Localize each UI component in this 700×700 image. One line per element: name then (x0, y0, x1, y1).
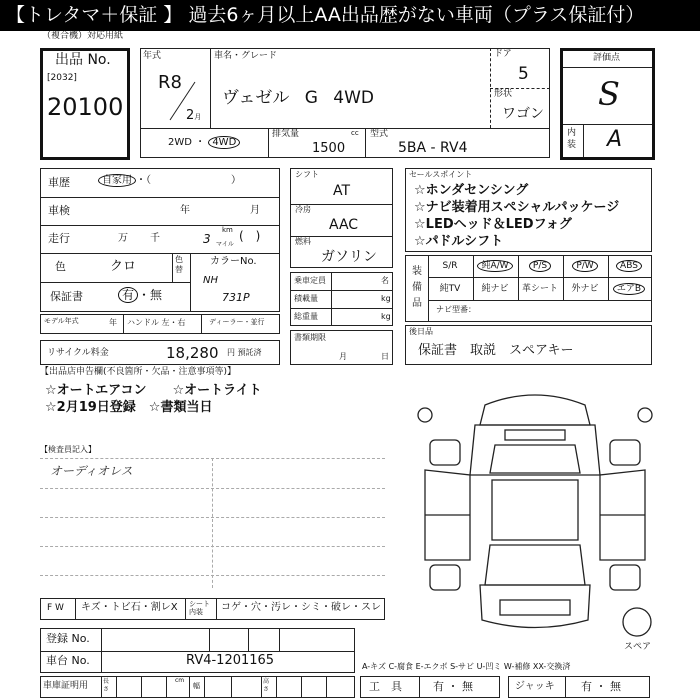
displacement-unit: cc (351, 129, 359, 137)
displacement-value: 1500 (312, 141, 346, 156)
color-value: クロ (110, 259, 137, 274)
model-year-unit: 年 (109, 318, 117, 327)
door-value: 5 (518, 64, 529, 84)
chassis-number: RV4-1201165 (186, 653, 275, 668)
ac-label: 冷房 (295, 205, 311, 214)
recycle-label: リサイクル料金 (47, 348, 109, 358)
inspection-year: 年 (180, 205, 190, 216)
gross-label: 総重量 (294, 312, 318, 321)
inspection-month: 月 (250, 205, 260, 216)
recycle-value: 18,280 (166, 344, 219, 362)
jack-value: 有 ・ 無 (581, 680, 621, 693)
colorno-2: 731P (222, 291, 250, 304)
tools-value: 有 ・ 無 (433, 680, 473, 693)
lot-number: 20100 (47, 93, 124, 121)
seating-unit: 名 (381, 276, 389, 285)
seller-note: ☆オートエアコン ☆オートライト (45, 383, 262, 398)
shift-label: シフト (295, 170, 319, 179)
chassis-label: 車台 No. (46, 654, 90, 667)
docs-deadline (290, 330, 393, 365)
model-year-row (40, 314, 280, 334)
warranty-yes: 有 (118, 287, 138, 303)
equipment-label: 装備品 (412, 266, 422, 309)
history-paren: ・（ ） (136, 175, 241, 186)
door-label: ドア (494, 49, 512, 59)
mileage-mile: マイル (216, 241, 234, 248)
color-change-label: 色替 (175, 255, 183, 274)
docs-deadline-label: 書類期限 (294, 333, 326, 342)
shape-value: ワゴン (502, 106, 544, 122)
inspector-label: 【検査員記入】 (40, 445, 96, 454)
fuel-label: 燃料 (295, 237, 311, 246)
garage-width: 幅 (193, 682, 200, 690)
spec-box (290, 168, 393, 268)
docs-day: 日 (381, 352, 389, 361)
shift-value: AT (333, 183, 351, 199)
load-unit: kg (381, 294, 391, 303)
sale-point: ☆パドルシフト (414, 234, 504, 249)
equip-navi: 純ナビ (481, 284, 509, 294)
lot-stamp: [2032] (47, 73, 77, 83)
year-label: 年式 (143, 51, 162, 61)
registration-label: 登録 No. (46, 632, 90, 645)
car-name: ヴェゼル G 4WD (222, 88, 375, 108)
garage-label: 車庫証明用 (43, 681, 89, 691)
equip-power-steering: P/S (529, 260, 551, 272)
recycle-unit: 円 預託済 (227, 348, 262, 357)
mileage-label: 走行 (48, 232, 70, 245)
jack-row (508, 676, 650, 698)
displacement-label: 排気量 (272, 129, 300, 139)
ac-value: AAC (329, 217, 359, 233)
seller-notes (45, 382, 262, 416)
recycle-row (40, 340, 280, 365)
interior-label: 内装 (567, 128, 577, 150)
drive-2wd: 2WD (168, 137, 192, 148)
equip-alloy-wheels: 純A/W (477, 260, 512, 272)
history-label: 車歴 (48, 176, 70, 189)
gross-unit: kg (381, 312, 391, 321)
drive-select: 2WD ・ 4WD (168, 137, 240, 149)
capacity-box (290, 272, 393, 326)
score-box (560, 48, 655, 160)
fw-label: F W (47, 603, 64, 613)
score-value: S (598, 75, 620, 113)
fw-row (40, 598, 385, 620)
seller-note: ☆2月19日登録 ☆書類当日 (45, 400, 213, 415)
sale-points (405, 168, 652, 252)
garage-unit: cm (175, 677, 185, 684)
seating-label: 乗車定員 (294, 276, 326, 285)
lot-label: 出品 No. (55, 52, 111, 68)
handle-option: ハンドル 左・右 (127, 318, 186, 327)
mileage-value: 3 (203, 232, 211, 246)
fuel-value: ガソリン (321, 249, 377, 265)
lot-box (40, 48, 130, 160)
equip-abs: ABS (616, 260, 642, 272)
later-items-label: 後日品 (409, 327, 433, 336)
drive-4wd: 4WD (208, 136, 240, 149)
model-label: 型式 (370, 129, 389, 139)
page-title: 【トレタマ＋保証 】 過去6ヶ月以上AA出品歴がない車両（プラス保証付） (0, 0, 700, 31)
jack-label: ジャッキ (515, 681, 555, 692)
equip-sunroof: S/R (442, 261, 458, 271)
sale-points-list (414, 182, 619, 250)
equip-airbag: エアB (613, 283, 645, 295)
damage-legend: A-キズ C-腐食 E-エクボ S-サビ U-凹ミ W-補修 XX-交換済 (362, 662, 571, 671)
garage-length: 長さ (103, 678, 110, 693)
score-label: 評価点 (593, 53, 621, 63)
mileage-sen: 千 (150, 233, 160, 244)
mileage-km: km (222, 226, 233, 234)
form-note: （複合機）対応用紙 (42, 31, 124, 41)
dealer-option: ディーラー・並行 (209, 318, 265, 326)
garage-row (40, 676, 355, 698)
fw-value: キズ・トビ石・割レX (81, 602, 178, 613)
tools-row (360, 676, 500, 698)
equip-power-windows: P/W (572, 260, 597, 272)
month-unit: 月 (194, 113, 202, 121)
shape-label: 形状 (494, 89, 513, 99)
history-value (98, 175, 241, 187)
sale-point: ☆LEDヘッド＆LEDフォグ (414, 217, 572, 232)
navi-model-label: ナビ型番： (436, 305, 476, 314)
history-private: 自家用 (98, 174, 136, 187)
sale-point: ☆ナビ装着用スペシャルパッケージ (414, 200, 620, 215)
sale-points-label: セールスポイント (409, 170, 473, 179)
spare-tire-icon (623, 608, 651, 636)
month-value: 2 (186, 108, 195, 123)
seller-notes-label: 【出品店申告欄(不良箇所・欠品・注意事項等)】 (40, 367, 237, 377)
interior-score: A (607, 127, 623, 152)
later-items-value: 保証書 取説 スペアキー (418, 343, 574, 358)
year-month (186, 108, 201, 124)
inspector-note: オーディオレス (50, 464, 133, 478)
registration-table (40, 628, 355, 673)
mileage-paren: ( ) (239, 229, 261, 243)
name-label: 車名・グレード (214, 51, 278, 61)
docs-month: 月 (339, 352, 347, 361)
warranty-label: 保証書 (50, 290, 83, 303)
equip-leather: 革シート (521, 284, 558, 294)
load-label: 積載量 (294, 294, 318, 303)
sale-point: ☆ホンダセンシング (414, 183, 529, 198)
seat-label: シート内装 (189, 600, 210, 616)
year-era: R8 (158, 72, 182, 93)
mileage-man: 万 (118, 233, 128, 244)
garage-height: 高さ (263, 678, 270, 693)
seat-value: コゲ・穴・汚レ・シミ・破レ・スレ (221, 602, 381, 613)
equip-aftermarket-navi: 外ナビ (571, 284, 599, 294)
spare-label: スペア (624, 642, 652, 652)
model-year-label: モデル年式 (44, 317, 79, 325)
car-diagram (410, 385, 660, 640)
warranty-no: 無 (150, 288, 163, 302)
tools-label: 工 具 (369, 680, 402, 693)
equip-tv: 純TV (439, 284, 461, 294)
warranty-value: 有 ・無 (118, 288, 162, 302)
equipment-box (405, 255, 652, 322)
model-value: 5BA - RV4 (398, 140, 468, 156)
later-items (405, 325, 652, 365)
colorno-1: NH (203, 275, 218, 286)
colorno-label: カラーNo. (210, 256, 257, 267)
inspection-label: 車検 (48, 204, 70, 217)
color-label: 色 (55, 260, 66, 273)
